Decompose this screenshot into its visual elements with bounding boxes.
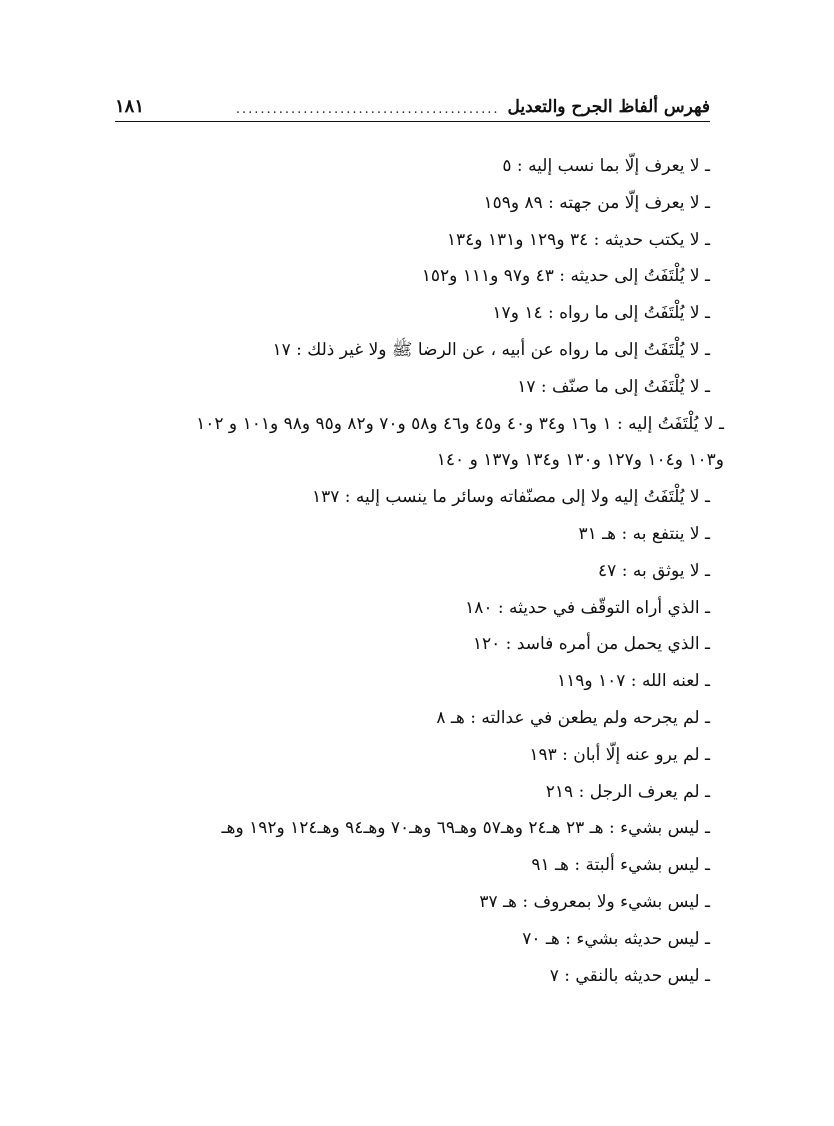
index-entry: ـ لم يجرحه ولم يطعن في عدالته : هـ ٨ <box>436 707 710 728</box>
index-entry: ـ ليس بشيء ولا بمعروف : هـ ٣٧ <box>479 891 710 912</box>
index-entry: ـ لا يُلْتَفَتُ إلى ما رواه عن أبيه ، عن الرضا ﷺ ولا غير ذلك : ١٧ <box>272 339 710 360</box>
index-entry: ـ لم يرو عنه إلّا أبان : ١٩٣ <box>529 744 710 765</box>
index-entry: ـ لا يعرف إلّا من جهته : ٨٩ و١٥٩ <box>483 192 710 213</box>
index-entry: ـ ليس بشيء ألبتة : هـ ٩١ <box>531 855 710 876</box>
header-leader-dots: ........................................... <box>235 102 500 117</box>
index-entry: ـ لعنه الله : ١٠٧ و١١٩ <box>556 671 710 692</box>
index-entry: ـ لا يُلْتَفَتُ إليه : ١ و١٦ و٣٤ و٤٠ و٤٥ و٤٦ و٥٨ و٧٠ و٨٢ و٩٥ و٩٨ و١٠١ و ١٠٢ <box>196 413 724 434</box>
index-entry: ـ لا يُلْتَفَتُ إليه ولا إلى مصنّفاته وسائر ما ينسب إليه : ١٣٧ <box>311 487 710 508</box>
index-entry: ـ لا ينتفع به : هـ ٣١ <box>578 523 710 544</box>
index-entry: ـ لا يكتب حديثه : ٣٤ و١٢٩ و١٣١ و١٣٤ <box>446 229 710 250</box>
index-entry: ـ لا يُلْتَفَتُ إلى ما صنّف : ١٧ <box>517 376 710 397</box>
index-entries <box>100 148 724 994</box>
index-entry: ـ لا يوثق به : ٤٧ <box>598 560 710 581</box>
index-entry: ـ لا يُلْتَفَتُ إلى ما رواه : ١٤ و١٧ <box>492 303 710 324</box>
page-number: ١٨١ <box>115 96 145 117</box>
running-header <box>115 92 710 122</box>
index-entry: ـ ليس حديثه بالنقي : ٧ <box>549 965 710 986</box>
index-entry: ـ ليس بشيء : هـ ٢٣ هـ٢٤ وهـ٥٧ وهـ٦٩ وهـ٧٠ وهـ٩٤ وهـ١٢٤ و١٩٢ وهـ <box>221 818 710 839</box>
index-entry: ـ ليس حديثه بشيء : هـ ٧٠ <box>522 928 710 949</box>
index-entry: ـ لم يعرف الرجل : ٢١٩ <box>545 781 710 802</box>
index-entry: ـ الذي أراه التوقّف في حديثه : ١٨٠ <box>465 597 710 618</box>
index-entry: ـ لا يُلْتَفَتُ إلى حديثه : ٤٣ و٩٧ و١١١ و١٥٢ <box>421 266 710 287</box>
header-title: فهرس ألفاظ الجرح والتعديل <box>507 97 710 117</box>
index-entry: ـ الذي يحمل من أمره فاسد : ١٢٠ <box>472 634 710 655</box>
index-entry: ـ لا يعرف إلّا بما نسب إليه : ٥ <box>502 156 710 176</box>
index-entry-continuation: و١٠٣ و١٠٤ و١٢٧ و١٣٠ و١٣٤ و١٣٧ و ١٤٠ <box>436 450 724 471</box>
